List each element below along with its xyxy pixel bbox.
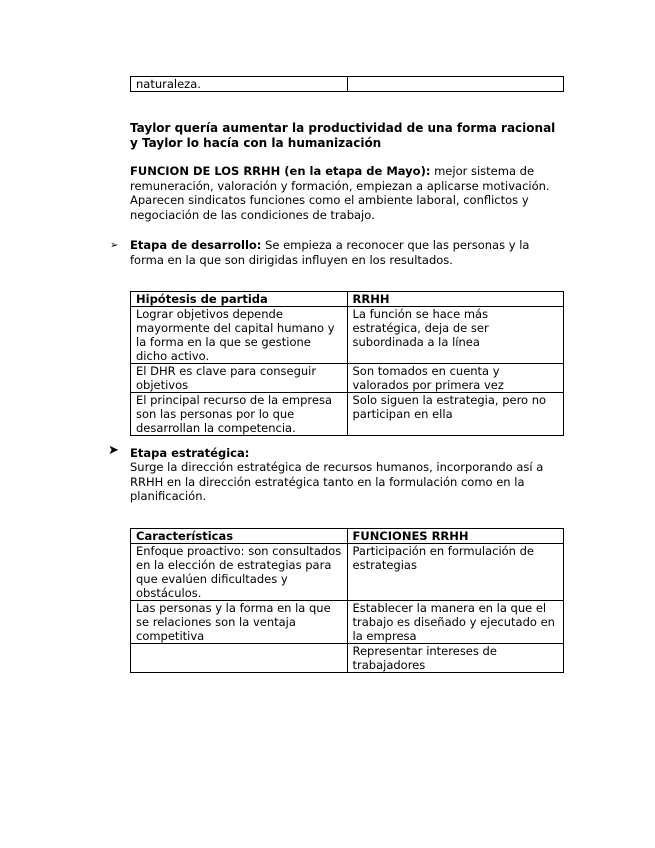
table-header-row — [131, 529, 564, 544]
table-cell: Las personas y la forma en la que se relaciones son la ventaja competitiva — [131, 601, 348, 644]
table-header-row — [131, 292, 564, 307]
caracteristicas-table — [130, 528, 564, 673]
etapa-desarrollo-text: Se empieza a reconocer que las personas y la forma en la que son dirigidas influyen en los resultados. — [130, 238, 530, 267]
table-row — [131, 601, 564, 644]
table-cell: Enfoque proactivo: son consultados en la elección de estrategias para que evalúen dificultades y obstáculos. — [131, 544, 348, 601]
table-cell: El principal recurso de la empresa son las personas por lo que desarrollan la competencia. — [131, 393, 348, 436]
column-header: RRHH — [347, 292, 564, 307]
table-cell: Son tomados en cuenta y valorados por primera vez — [347, 364, 564, 393]
table-cell: naturaleza. — [131, 77, 348, 92]
arrow-bullet-icon: ➤ — [108, 443, 119, 458]
funcion-rrhh-text: mejor sistema de remuneración, valoración y formación, empiezan a aplicarse motivación. Aparecen sindicatos funciones como el ambiente laboral, conflictos y negociación de las condiciones de trabajo. — [130, 164, 550, 222]
table-row — [131, 364, 564, 393]
table-cell: El DHR es clave para conseguir objetivos — [131, 364, 348, 393]
table-row — [131, 307, 564, 364]
table-cell — [347, 77, 564, 92]
etapa-desarrollo-label: Etapa de desarrollo: — [130, 238, 262, 252]
column-header: Características — [131, 529, 348, 544]
etapa-estrategica-label: Etapa estratégica: — [130, 446, 250, 460]
funcion-rrhh-paragraph — [130, 164, 566, 222]
table-cell: Representar intereses de trabajadores — [347, 644, 564, 673]
table-row — [131, 393, 564, 436]
table-cell: Participación en formulación de estrategias — [347, 544, 564, 601]
top-continuation-table — [130, 76, 564, 92]
taylor-heading: Taylor quería aumentar la productividad de una forma racional y Taylor lo hacía con la humanización — [130, 121, 556, 150]
table-cell: Lograr objetivos depende mayormente del capital humano y la forma en la que se gestione dicho activo. — [131, 307, 348, 364]
funcion-rrhh-label: FUNCION DE LOS RRHH (en la etapa de Mayo): — [130, 164, 431, 178]
table-row — [131, 77, 564, 92]
column-header: FUNCIONES RRHH — [347, 529, 564, 544]
etapa-desarrollo-paragraph — [130, 238, 560, 267]
table-cell: La función se hace más estratégica, deja de ser subordinada a la línea — [347, 307, 564, 364]
column-header: Hipótesis de partida — [131, 292, 348, 307]
table-row — [131, 644, 564, 673]
arrow-bullet-icon: ➢ — [110, 240, 119, 251]
hipotesis-table — [130, 291, 564, 436]
table-cell: Solo siguen la estrategia, pero no participan en ella — [347, 393, 564, 436]
table-row — [131, 544, 564, 601]
table-cell: Establecer la manera en la que el trabajo es diseñado y ejecutado en la empresa — [347, 601, 564, 644]
table-cell — [131, 644, 348, 673]
etapa-estrategica-text: Surge la dirección estratégica de recursos humanos, incorporando así a RRHH en la dirección estratégica tanto en la formulación como en la planificación. — [130, 460, 544, 503]
